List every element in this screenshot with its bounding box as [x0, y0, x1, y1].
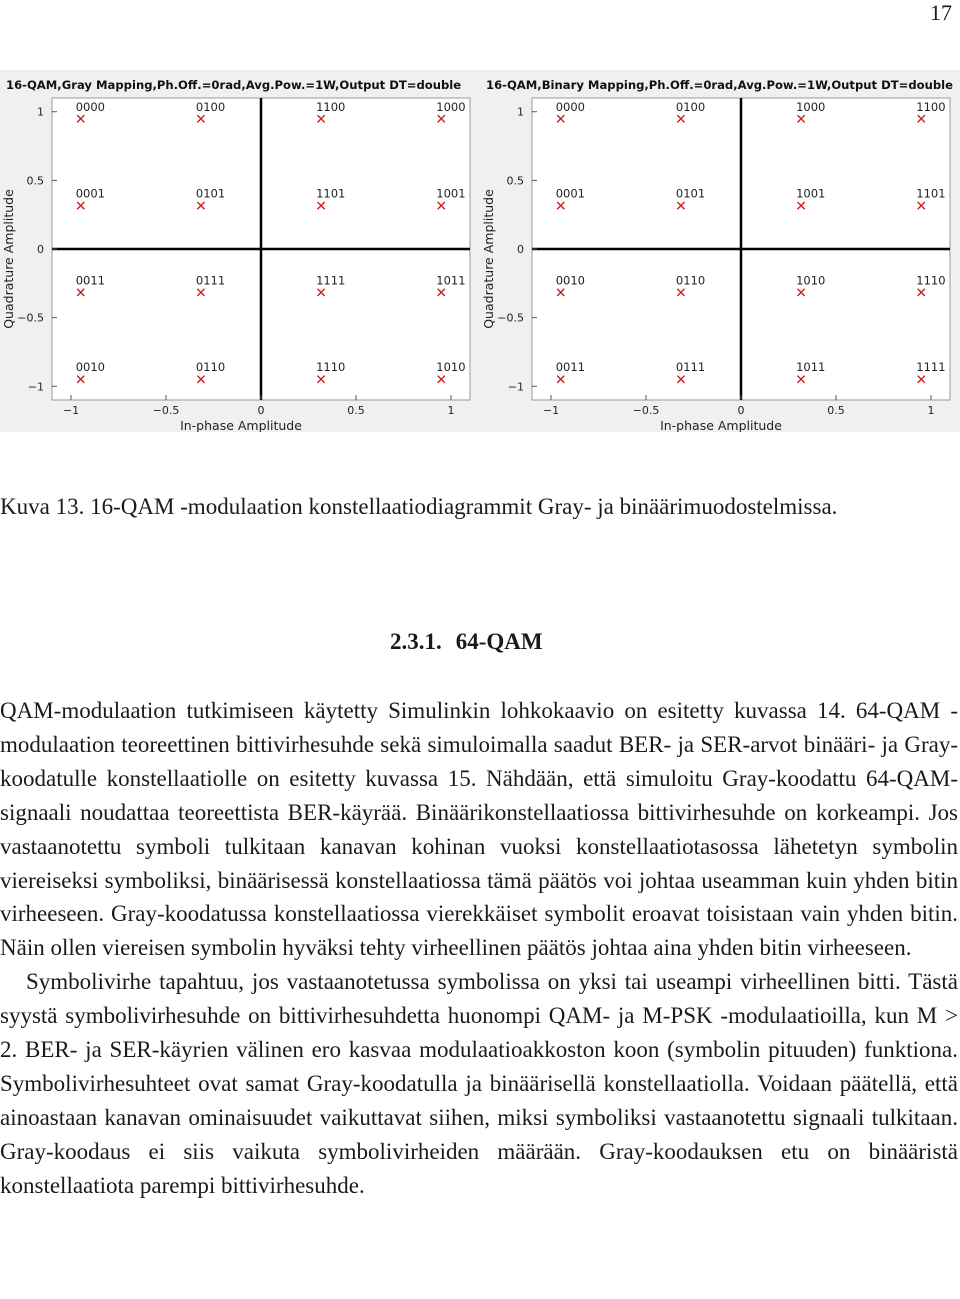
point-label: 0100 [675, 99, 706, 114]
point-label: 0010 [75, 360, 106, 375]
page-number: 17 [930, 0, 952, 25]
point-label: 0001 [75, 186, 106, 201]
paragraph: Symbolivirhe tapahtuu, jos vastaanotetussa symbolissa on yksi tai useampi virheellinen bitti. Tästä syystä symbolivirhesuhde on bittivirhesuhdetta huonompi QAM- ja M-PSK -modulaatioilla, kun M > 2. BER- ja SER-käyrien välinen ero kasvaa modulaatioakkoston koon (symbolin pituuden) funktiona. Symbolivirhesuhteet ovat samat Gray-koodatulla ja binäärisellä konstellaatiolla. Voidaan päätellä, että ainoastaan kanavan ominaisuudet vaikuttavat siihen, miksi symboliksi vastaanotettu signaali tulkitaan. Gray-koodaus ei siis vaikuta symbolivirheiden määrään. Gray-koodauksen etu on binääristä konstellaatiota parempi bittivirhesuhde. [0, 969, 958, 1198]
point-label: 1001 [796, 186, 826, 201]
constellation-figure [0, 70, 960, 432]
x-tick-label: 0 [257, 404, 265, 417]
section-title: 64-QAM [455, 629, 543, 654]
point-label: 1110 [916, 273, 946, 288]
point-label: 0111 [195, 273, 226, 288]
point-label: 0000 [75, 99, 106, 114]
point-label: 1010 [796, 273, 826, 288]
point-label: 1000 [436, 99, 466, 114]
point-label: 1110 [316, 360, 346, 375]
x-axis-label: In-phase Amplitude [660, 418, 782, 432]
x-tick-label: 1 [447, 404, 455, 417]
point-label: 0110 [675, 273, 706, 288]
point-label: 1100 [916, 99, 946, 114]
binary-constellation-chart [480, 70, 956, 432]
point-label: 1111 [916, 360, 946, 375]
x-tick-label: −1 [542, 404, 560, 417]
body-text [0, 694, 958, 1203]
x-tick-label: 0.5 [347, 404, 365, 417]
point-label: 0001 [555, 186, 586, 201]
y-tick-label: 0.5 [26, 174, 44, 188]
x-axis-label: In-phase Amplitude [180, 418, 302, 432]
point-label: 1011 [796, 360, 826, 375]
x-tick-label: −0.5 [152, 404, 180, 417]
y-tick-label: 0.5 [506, 174, 524, 188]
y-axis-label: Quadrature Amplitude [1, 189, 16, 329]
x-tick-label: 1 [927, 404, 935, 417]
section-heading [390, 627, 543, 657]
gray-mapping-plot [0, 70, 476, 432]
x-tick-label: −0.5 [632, 404, 660, 417]
point-label: 0110 [195, 360, 226, 375]
y-tick-label: −1 [507, 380, 524, 394]
y-tick-label: −0.5 [17, 311, 44, 325]
point-label: 0101 [675, 186, 706, 201]
gray-constellation-chart [0, 70, 476, 432]
y-tick-label: −1 [27, 380, 44, 394]
binary-mapping-plot [480, 70, 956, 432]
point-label: 1000 [796, 99, 826, 114]
y-tick-label: 1 [37, 105, 44, 119]
figure-caption: Kuva 13. 16-QAM -modulaation konstellaatiodiagrammit Gray- ja binäärimuodostelmissa. [0, 494, 838, 519]
point-label: 1100 [316, 99, 346, 114]
point-label: 0100 [195, 99, 226, 114]
y-tick-label: −0.5 [497, 311, 524, 325]
point-label: 1101 [916, 186, 946, 201]
plot-title: 16-QAM,Binary Mapping,Ph.Off.=0rad,Avg.Pow.=1W,Output DT=double [486, 78, 954, 92]
section-number: 2.3.1. [390, 629, 442, 654]
point-label: 1001 [436, 186, 466, 201]
point-label: 0011 [555, 360, 586, 375]
point-label: 0011 [75, 273, 106, 288]
point-label: 1011 [436, 273, 466, 288]
point-label: 0101 [195, 186, 226, 201]
point-label: 0010 [555, 273, 586, 288]
point-label: 0000 [555, 99, 586, 114]
point-label: 1111 [316, 273, 346, 288]
x-tick-label: −1 [62, 404, 80, 417]
y-axis-label: Quadrature Amplitude [481, 189, 496, 329]
point-label: 0111 [675, 360, 706, 375]
y-tick-label: 1 [517, 105, 524, 119]
paragraph: QAM-modulaation tutkimiseen käytetty Simulinkin lohkokaavio on esitetty kuvassa 14. 64-QAM -modulaation teoreettinen bittivirhesuhde sekä simuloimalla saadut BER- ja SER-arvot binääri- ja Gray-koodatulle konstellaatiolle on esitetty kuvassa 15. Nähdään, että simuloitu Gray-koodattu 64-QAM-signaali noudattaa teoreettista BER-käyrää. Binäärikonstellaatiossa bittivirhesuhde on korkeampi. Jos vastaanotettu symboli tulkitaan kanavan kohinan vuoksi konstellaatiotasossa lähetetyn symbolin viereiseksi symboliksi, binäärisessä konstellaatiossa tämä päätös voi johtaa useamman kuin yhden bitin virheeseen. Gray-koodatussa konstellaatiossa vierekkäiset symbolit eroavat toisistaan vain yhden bitin. Näin ollen viereisen symbolin hyväksi tehty virheellinen päätös johtaa aina yhden bitin virheeseen. [0, 698, 958, 961]
y-tick-label: 0 [517, 243, 524, 256]
y-tick-label: 0 [37, 243, 44, 256]
x-tick-label: 0 [737, 404, 745, 417]
point-label: 1101 [316, 186, 346, 201]
point-label: 1010 [436, 360, 466, 375]
x-tick-label: 0.5 [827, 404, 845, 417]
plot-title: 16-QAM,Gray Mapping,Ph.Off.=0rad,Avg.Pow.=1W,Output DT=double [6, 78, 462, 92]
